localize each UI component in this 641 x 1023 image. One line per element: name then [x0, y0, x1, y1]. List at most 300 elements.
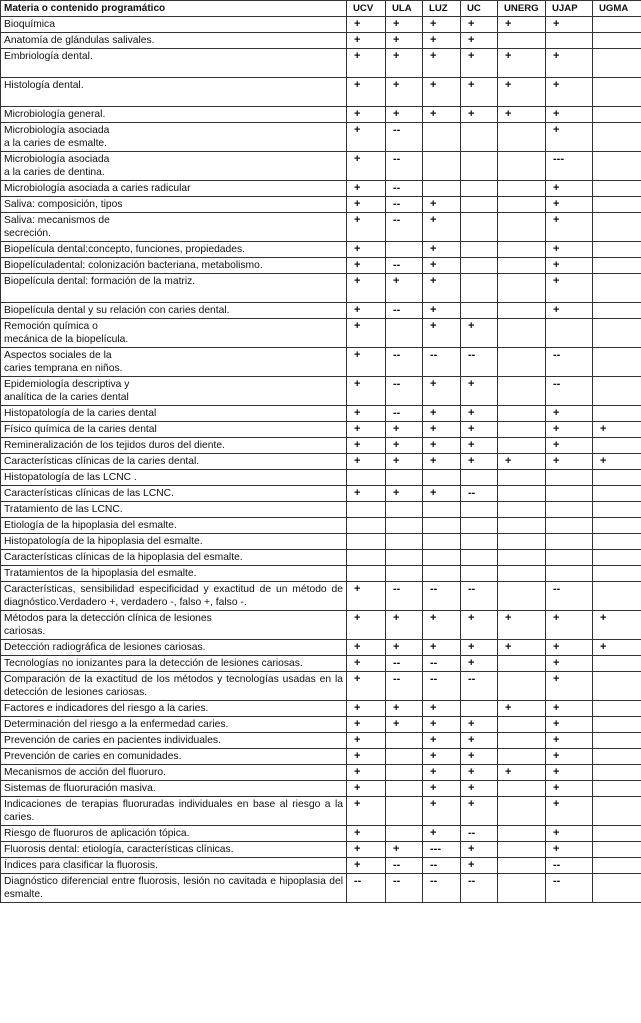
mark-cell-unerg: [498, 152, 546, 181]
subject-cell: [1, 422, 347, 438]
subject-cell: [1, 303, 347, 319]
subject-text: Saliva: composición, tipos: [4, 199, 123, 210]
mark-cell-ujap: +: [546, 197, 593, 213]
mark-cell-luz: +: [423, 701, 461, 717]
mark-cell-ucv: +: [347, 781, 386, 797]
subject-cell: [1, 486, 347, 502]
mark-cell-unerg: +: [498, 765, 546, 781]
table-row: [1, 181, 641, 197]
mark-cell-ugma: [593, 348, 641, 377]
mark-cell-luz: ---: [423, 842, 461, 858]
subject-cell: [1, 842, 347, 858]
table-row: [1, 534, 641, 550]
mark-cell-uc: [461, 550, 498, 566]
mark-cell-ula: --: [386, 656, 423, 672]
mark-cell-ujap: +: [546, 181, 593, 197]
mark-cell-luz: +: [423, 454, 461, 470]
mark-cell-ucv: --: [347, 874, 386, 903]
mark-cell-ugma: [593, 874, 641, 903]
subject-text: Comparación de la exactitud de los métodos y tecnologías usadas en la detección de lesiones cariosas.: [4, 674, 343, 698]
mark-cell-ula: +: [386, 107, 423, 123]
mark-cell-ugma: [593, 566, 641, 582]
subject-text: caries temprana en niños.: [4, 363, 123, 374]
subject-text: Tratamiento de las LCNC.: [4, 504, 123, 515]
mark-cell-ugma: [593, 701, 641, 717]
mark-cell-ucv: +: [347, 749, 386, 765]
mark-cell-ucv: [347, 534, 386, 550]
mark-cell-ugma: [593, 78, 641, 107]
subject-text: Epidemiología descriptiva y: [4, 379, 130, 390]
subject-cell: [1, 765, 347, 781]
table-row: [1, 258, 641, 274]
mark-cell-ugma: +: [593, 422, 641, 438]
subject-cell: [1, 152, 347, 181]
mark-cell-ula: [386, 733, 423, 749]
mark-cell-ugma: [593, 781, 641, 797]
mark-cell-uc: [461, 502, 498, 518]
mark-cell-ucv: +: [347, 486, 386, 502]
mark-cell-ula: --: [386, 197, 423, 213]
mark-cell-uc: +: [461, 656, 498, 672]
mark-cell-luz: +: [423, 422, 461, 438]
mark-cell-unerg: [498, 406, 546, 422]
mark-cell-ula: [386, 826, 423, 842]
subject-cell: [1, 258, 347, 274]
mark-cell-uc: [461, 258, 498, 274]
mark-cell-luz: --: [423, 656, 461, 672]
table-row: [1, 874, 641, 903]
mark-cell-ugma: [593, 274, 641, 303]
mark-cell-unerg: [498, 842, 546, 858]
mark-cell-luz: +: [423, 717, 461, 733]
mark-cell-luz: [423, 502, 461, 518]
mark-cell-ujap: --: [546, 348, 593, 377]
mark-cell-luz: +: [423, 78, 461, 107]
mark-cell-luz: [423, 550, 461, 566]
table-row: [1, 656, 641, 672]
mark-cell-unerg: +: [498, 454, 546, 470]
mark-cell-luz: +: [423, 242, 461, 258]
mark-cell-ugma: [593, 518, 641, 534]
table-row: [1, 123, 641, 152]
mark-cell-luz: +: [423, 826, 461, 842]
mark-cell-ugma: +: [593, 640, 641, 656]
mark-cell-uc: [461, 152, 498, 181]
mark-cell-ucv: +: [347, 377, 386, 406]
mark-cell-ucv: +: [347, 49, 386, 78]
mark-cell-luz: +: [423, 258, 461, 274]
mark-cell-unerg: +: [498, 78, 546, 107]
subject-text: Embriología dental.: [4, 51, 93, 62]
mark-cell-unerg: [498, 566, 546, 582]
mark-cell-ula: [386, 566, 423, 582]
mark-cell-uc: +: [461, 49, 498, 78]
subject-cell: [1, 242, 347, 258]
mark-cell-ujap: +: [546, 781, 593, 797]
mark-cell-ujap: +: [546, 765, 593, 781]
mark-cell-ucv: +: [347, 348, 386, 377]
mark-cell-ugma: [593, 438, 641, 454]
mark-cell-ucv: +: [347, 582, 386, 611]
subject-text: Biopelícula dental:concepto, funciones, propiedades.: [4, 244, 246, 255]
mark-cell-ujap: +: [546, 640, 593, 656]
subject-text: Histopatología de la caries dental: [4, 408, 157, 419]
mark-cell-unerg: [498, 470, 546, 486]
mark-cell-ujap: +: [546, 406, 593, 422]
subject-cell: [1, 78, 347, 107]
mark-cell-ugma: [593, 406, 641, 422]
subject-cell: [1, 502, 347, 518]
mark-cell-unerg: [498, 319, 546, 348]
mark-cell-ula: +: [386, 842, 423, 858]
mark-cell-unerg: +: [498, 611, 546, 640]
mark-cell-ugma: [593, 842, 641, 858]
mark-cell-luz: +: [423, 49, 461, 78]
mark-cell-ujap: +: [546, 78, 593, 107]
mark-cell-luz: +: [423, 765, 461, 781]
subject-text: Saliva: mecanismos de: [4, 215, 110, 226]
table-row: [1, 319, 641, 348]
subject-cell: [1, 123, 347, 152]
table-row: [1, 550, 641, 566]
mark-cell-ujap: [546, 319, 593, 348]
mark-cell-unerg: [498, 303, 546, 319]
mark-cell-unerg: [498, 874, 546, 903]
mark-cell-ujap: [546, 550, 593, 566]
mark-cell-ula: [386, 749, 423, 765]
subject-text: Tecnologías no ionizantes para la detección de lesiones cariosas.: [4, 658, 303, 669]
mark-cell-ugma: [593, 213, 641, 242]
mark-cell-uc: [461, 197, 498, 213]
mark-cell-ula: --: [386, 213, 423, 242]
mark-cell-uc: +: [461, 749, 498, 765]
mark-cell-luz: +: [423, 213, 461, 242]
mark-cell-ugma: [593, 765, 641, 781]
table-row: [1, 470, 641, 486]
mark-cell-ucv: +: [347, 213, 386, 242]
mark-cell-luz: [423, 518, 461, 534]
mark-cell-ugma: +: [593, 611, 641, 640]
table-row: [1, 17, 641, 33]
mark-cell-luz: [423, 566, 461, 582]
mark-cell-uc: --: [461, 486, 498, 502]
mark-cell-ula: +: [386, 49, 423, 78]
mark-cell-ula: [386, 781, 423, 797]
mark-cell-ugma: [593, 258, 641, 274]
mark-cell-unerg: [498, 733, 546, 749]
subject-cell: [1, 213, 347, 242]
mark-cell-unerg: +: [498, 640, 546, 656]
table-row: [1, 49, 641, 78]
mark-cell-ucv: +: [347, 152, 386, 181]
mark-cell-luz: +: [423, 406, 461, 422]
mark-cell-ugma: [593, 797, 641, 826]
mark-cell-luz: +: [423, 197, 461, 213]
mark-cell-ucv: +: [347, 197, 386, 213]
mark-cell-ucv: +: [347, 765, 386, 781]
university-header-uc: UC: [461, 1, 498, 17]
subject-cell: [1, 611, 347, 640]
subject-text: Remineralización de los tejidos duros del diente.: [4, 440, 225, 451]
mark-cell-ugma: [593, 502, 641, 518]
mark-cell-ucv: +: [347, 611, 386, 640]
mark-cell-luz: +: [423, 781, 461, 797]
mark-cell-unerg: [498, 486, 546, 502]
mark-cell-ucv: +: [347, 422, 386, 438]
mark-cell-uc: +: [461, 733, 498, 749]
mark-cell-ula: +: [386, 701, 423, 717]
subject-cell: [1, 518, 347, 534]
subject-text: Características clínicas de la caries dental.: [4, 456, 200, 467]
mark-cell-ula: +: [386, 33, 423, 49]
mark-cell-ugma: +: [593, 454, 641, 470]
mark-cell-ula: +: [386, 611, 423, 640]
subject-cell: [1, 550, 347, 566]
mark-cell-ula: --: [386, 123, 423, 152]
mark-cell-uc: --: [461, 582, 498, 611]
subject-text: Características clínicas de la hipoplasia del esmalte.: [4, 552, 243, 563]
subject-cell: [1, 181, 347, 197]
mark-cell-ula: [386, 502, 423, 518]
mark-cell-uc: [461, 303, 498, 319]
mark-cell-ugma: [593, 152, 641, 181]
mark-cell-ula: +: [386, 454, 423, 470]
mark-cell-unerg: [498, 33, 546, 49]
subject-cell: [1, 319, 347, 348]
mark-cell-luz: --: [423, 874, 461, 903]
mark-cell-luz: +: [423, 107, 461, 123]
mark-cell-uc: +: [461, 842, 498, 858]
mark-cell-luz: +: [423, 33, 461, 49]
mark-cell-uc: +: [461, 797, 498, 826]
table-row: [1, 640, 641, 656]
university-header-unerg: UNERG: [498, 1, 546, 17]
mark-cell-unerg: +: [498, 701, 546, 717]
mark-cell-ula: [386, 797, 423, 826]
table-row: [1, 422, 641, 438]
mark-cell-ucv: +: [347, 438, 386, 454]
table-row: [1, 672, 641, 701]
mark-cell-ugma: [593, 826, 641, 842]
subject-cell: [1, 797, 347, 826]
mark-cell-unerg: [498, 656, 546, 672]
mark-cell-uc: +: [461, 78, 498, 107]
subject-text: Físico química de la caries dental: [4, 424, 157, 435]
mark-cell-ujap: +: [546, 107, 593, 123]
mark-cell-ugma: [593, 582, 641, 611]
subject-text: Diagnóstico diferencial entre fluorosis, lesión no cavitada e hipoplasia del esmalte.: [4, 876, 343, 900]
subject-text: Remoción química o: [4, 321, 98, 332]
subject-text: Biopelículadental: colonización bacteriana, metabolismo.: [4, 260, 263, 271]
mark-cell-ucv: +: [347, 733, 386, 749]
mark-cell-uc: [461, 274, 498, 303]
mark-cell-ula: [386, 319, 423, 348]
mark-cell-unerg: [498, 749, 546, 765]
mark-cell-ujap: [546, 534, 593, 550]
table-row: [1, 242, 641, 258]
mark-cell-ugma: [593, 319, 641, 348]
mark-cell-ula: --: [386, 874, 423, 903]
subject-cell: [1, 454, 347, 470]
mark-cell-ujap: +: [546, 303, 593, 319]
subject-text: a la caries de dentina.: [4, 167, 105, 178]
subject-text: Riesgo de fluoruros de aplicación tópica.: [4, 828, 190, 839]
mark-cell-ujap: [546, 33, 593, 49]
mark-cell-unerg: [498, 348, 546, 377]
subject-text: Histopatología de las LCNC .: [4, 472, 137, 483]
mark-cell-ugma: [593, 656, 641, 672]
mark-cell-unerg: [498, 717, 546, 733]
mark-cell-luz: +: [423, 377, 461, 406]
subject-cell: [1, 274, 347, 303]
table-row: [1, 842, 641, 858]
table-row: [1, 826, 641, 842]
mark-cell-luz: +: [423, 303, 461, 319]
subject-text: Prevención de caries en comunidades.: [4, 751, 182, 762]
mark-cell-ula: +: [386, 717, 423, 733]
mark-cell-luz: +: [423, 733, 461, 749]
mark-cell-unerg: [498, 242, 546, 258]
subject-cell: [1, 406, 347, 422]
mark-cell-ugma: [593, 377, 641, 406]
mark-cell-ucv: [347, 502, 386, 518]
mark-cell-ula: [386, 550, 423, 566]
mark-cell-ujap: +: [546, 826, 593, 842]
subject-text: secreción.: [4, 228, 51, 239]
mark-cell-ujap: --: [546, 377, 593, 406]
mark-cell-ula: [386, 765, 423, 781]
mark-cell-ujap: [546, 502, 593, 518]
mark-cell-unerg: +: [498, 107, 546, 123]
subject-cell: [1, 701, 347, 717]
subject-cell: [1, 733, 347, 749]
mark-cell-uc: [461, 470, 498, 486]
mark-cell-uc: +: [461, 640, 498, 656]
mark-cell-ugma: [593, 749, 641, 765]
subject-cell: [1, 17, 347, 33]
mark-cell-uc: +: [461, 33, 498, 49]
mark-cell-unerg: [498, 534, 546, 550]
mark-cell-uc: +: [461, 781, 498, 797]
subject-cell: [1, 781, 347, 797]
mark-cell-unerg: [498, 274, 546, 303]
mark-cell-ula: [386, 518, 423, 534]
mark-cell-luz: +: [423, 438, 461, 454]
mark-cell-ula: --: [386, 377, 423, 406]
subject-cell: [1, 197, 347, 213]
table-row: [1, 611, 641, 640]
subject-text: Microbiología asociada: [4, 154, 110, 165]
subject-text: Histología dental.: [4, 80, 84, 91]
mark-cell-uc: [461, 534, 498, 550]
subject-text: Índices para clasificar la fluorosis.: [4, 860, 158, 871]
mark-cell-uc: +: [461, 107, 498, 123]
mark-cell-uc: --: [461, 874, 498, 903]
mark-cell-unerg: [498, 123, 546, 152]
table-row: [1, 152, 641, 181]
mark-cell-unerg: [498, 781, 546, 797]
mark-cell-unerg: [498, 181, 546, 197]
mark-cell-uc: +: [461, 717, 498, 733]
mark-cell-uc: --: [461, 672, 498, 701]
mark-cell-ula: --: [386, 181, 423, 197]
table-row: [1, 78, 641, 107]
mark-cell-ujap: +: [546, 438, 593, 454]
mark-cell-ugma: [593, 550, 641, 566]
mark-cell-ula: +: [386, 486, 423, 502]
mark-cell-unerg: [498, 858, 546, 874]
table-row: [1, 406, 641, 422]
mark-cell-ugma: [593, 303, 641, 319]
mark-cell-ucv: +: [347, 672, 386, 701]
mark-cell-ugma: [593, 717, 641, 733]
subject-cell: [1, 49, 347, 78]
mark-cell-ujap: +: [546, 274, 593, 303]
mark-cell-uc: --: [461, 348, 498, 377]
table-row: [1, 749, 641, 765]
mark-cell-uc: [461, 242, 498, 258]
mark-cell-ucv: [347, 566, 386, 582]
subject-text: Biopelícula dental: formación de la matriz.: [4, 276, 196, 287]
subject-text: Prevención de caries en pacientes individuales.: [4, 735, 221, 746]
mark-cell-ula: [386, 242, 423, 258]
subject-cell: [1, 566, 347, 582]
mark-cell-ucv: +: [347, 17, 386, 33]
mark-cell-ujap: +: [546, 672, 593, 701]
mark-cell-uc: +: [461, 611, 498, 640]
mark-cell-ugma: [593, 197, 641, 213]
subject-cell: [1, 33, 347, 49]
table-row: [1, 107, 641, 123]
subject-text: Factores e indicadores del riesgo a la caries.: [4, 703, 209, 714]
mark-cell-ugma: [593, 470, 641, 486]
table-row: [1, 33, 641, 49]
subject-text: [4, 288, 343, 301]
mark-cell-ujap: +: [546, 611, 593, 640]
mark-cell-ujap: [546, 566, 593, 582]
table-row: [1, 377, 641, 406]
mark-cell-ucv: +: [347, 454, 386, 470]
mark-cell-unerg: [498, 438, 546, 454]
mark-cell-ujap: +: [546, 422, 593, 438]
subject-text: Sistemas de fluoruración masiva.: [4, 783, 156, 794]
mark-cell-ujap: +: [546, 258, 593, 274]
subject-text: mecánica de la biopelícula.: [4, 334, 129, 345]
mark-cell-ula: --: [386, 672, 423, 701]
mark-cell-unerg: [498, 518, 546, 534]
table-row: [1, 717, 641, 733]
mark-cell-ula: +: [386, 78, 423, 107]
university-header-ucv: UCV: [347, 1, 386, 17]
mark-cell-unerg: +: [498, 17, 546, 33]
mark-cell-ugma: [593, 33, 641, 49]
mark-cell-ugma: [593, 17, 641, 33]
mark-cell-ugma: [593, 181, 641, 197]
mark-cell-ujap: [546, 470, 593, 486]
mark-cell-unerg: [498, 213, 546, 242]
mark-cell-ugma: [593, 49, 641, 78]
mark-cell-luz: --: [423, 348, 461, 377]
mark-cell-ula: --: [386, 152, 423, 181]
subject-text: a la caries de esmalte.: [4, 138, 108, 149]
university-header-luz: LUZ: [423, 1, 461, 17]
mark-cell-ucv: +: [347, 842, 386, 858]
mark-cell-uc: +: [461, 422, 498, 438]
subject-text: Métodos para la detección clínica de lesiones: [4, 613, 212, 624]
subject-text: Detección radiográfica de lesiones cariosas.: [4, 642, 206, 653]
mark-cell-ujap: --: [546, 874, 593, 903]
university-header-ujap: UJAP: [546, 1, 593, 17]
